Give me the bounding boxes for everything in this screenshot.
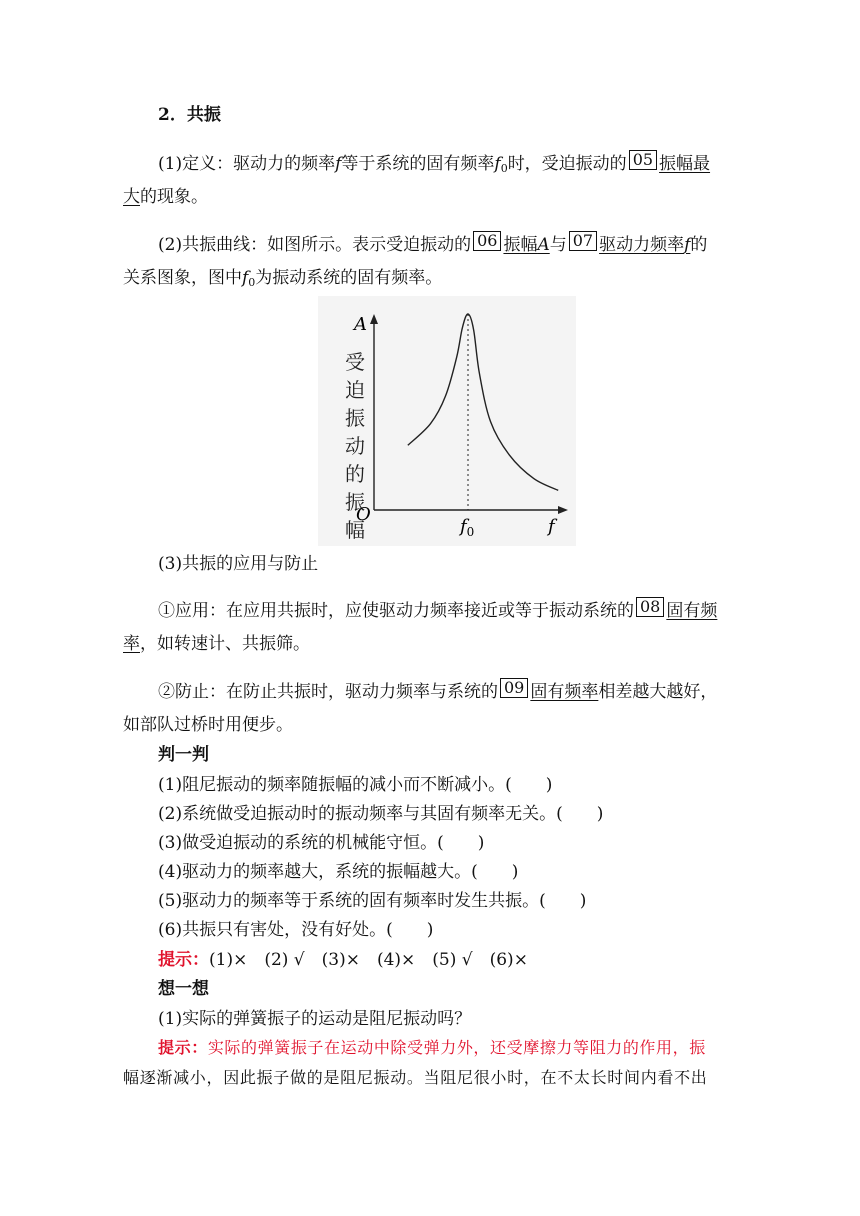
hint-label: 提示：: [158, 950, 209, 970]
definition-line-1: (1)定义：驱动力的频率f等于系统的固有频率$f_0$时，受迫振动的 05 振幅最: [158, 150, 711, 175]
x-axis-var: f: [548, 516, 555, 537]
blank-09: 09: [498, 681, 530, 703]
think-answer-line-2: 幅逐渐减小，因此振子做的是阻尼振动。当阻尼很小时，在不太长时间内看不出: [123, 1068, 708, 1087]
answer-05: 振幅最: [659, 154, 711, 174]
blank-05: 05: [627, 153, 659, 175]
think-heading: 想一想: [158, 979, 209, 999]
curve-label: (2)共振曲线：: [158, 235, 268, 255]
think-answer-line-1: 提示：实际的弹簧振子在运动中除受弹力外，还受摩擦力等阻力的作用，振: [158, 1038, 706, 1057]
y-axis-arrow: [370, 314, 378, 324]
resonance-curve-svg: [318, 296, 576, 546]
x-axis-arrow: [558, 506, 568, 514]
hint-answers: (1)× (2) √ (3)× (4)× (5) √ (6)×: [209, 950, 528, 970]
curve-line-2: 关系图象，图中$f_0$为振动系统的固有频率。: [123, 268, 443, 289]
application-line-1: ①应用：在应用共振时，应使驱动力频率接近或等于振动系统的 08 固有频: [158, 597, 718, 621]
prevention-line-1: ②防止：在防止共振时，驱动力频率与系统的 09 固有频率相差越大越好，: [158, 678, 718, 702]
x-tick-f0: $f_0$: [460, 516, 475, 539]
resonance-curve: [408, 314, 558, 490]
answer-06: 振幅A: [503, 235, 550, 255]
answer-08: 固有频: [666, 601, 718, 621]
section-title: 2．共振: [158, 105, 221, 125]
judge-item: (1)阻尼振动的频率随振幅的减小而不断减小。( ): [158, 775, 553, 795]
origin-label: O: [356, 504, 371, 525]
application-heading: (3)共振的应用与防止: [158, 554, 319, 574]
judge-item: (2)系统做受迫振动时的振动频率与其固有频率无关。( ): [158, 804, 604, 824]
judge-hint: [158, 949, 528, 971]
judge-heading: 判一判: [158, 745, 209, 765]
y-axis-label: 受迫振动的振幅: [345, 350, 365, 542]
answer-07: 驱动力频率f: [599, 235, 691, 255]
judge-item: (3)做受迫振动的系统的机械能守恒。( ): [158, 833, 485, 853]
resonance-curve-figure: [318, 296, 576, 546]
blank-06: 06: [471, 234, 503, 256]
curve-line-1: (2)共振曲线：如图所示。表示受迫振动的 06 振幅A与 07 驱动力频率f的: [158, 231, 708, 255]
blank-07: 07: [567, 234, 599, 256]
answer-09: 固有频率: [530, 682, 599, 702]
application-line-2: 率，如转速计、共振筛。: [123, 634, 310, 654]
judge-item: (6)共振只有害处，没有好处。( ): [158, 920, 434, 940]
definition-label: (1)定义：: [158, 154, 234, 174]
think-question: (1)实际的弹簧振子的运动是阻尼振动吗？: [158, 1009, 472, 1029]
judge-item: (4)驱动力的频率越大，系统的振幅越大。( ): [158, 862, 519, 882]
prevention-line-2: 如部队过桥时用便步。: [123, 715, 293, 735]
blank-08: 08: [634, 600, 666, 622]
y-axis-var: A: [354, 314, 367, 335]
definition-line-2: 大的现象。: [123, 187, 208, 207]
judge-item: (5)驱动力的频率等于系统的固有频率时发生共振。( ): [158, 891, 587, 911]
